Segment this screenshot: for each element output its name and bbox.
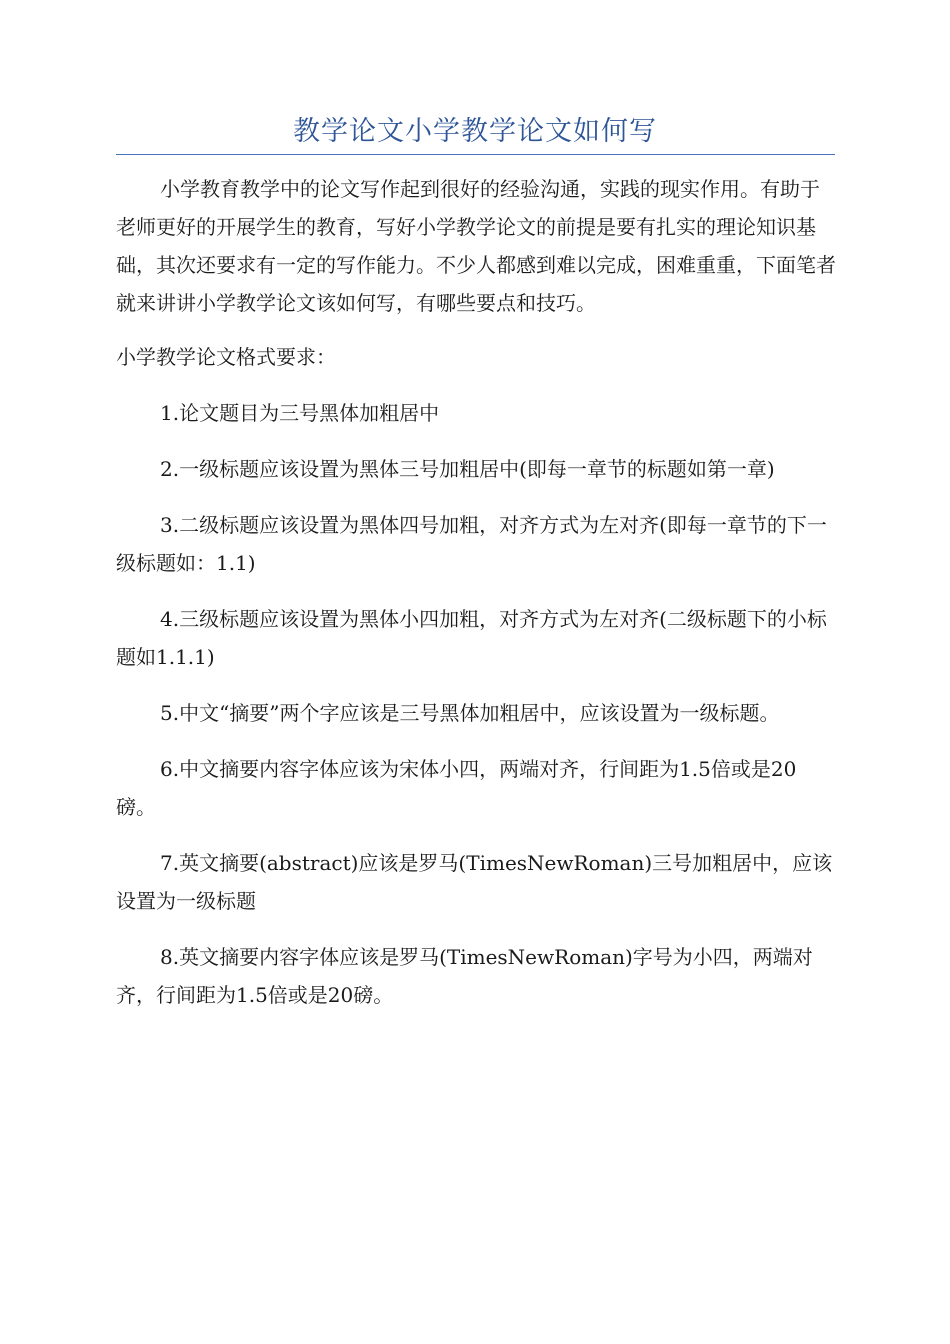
title-underline <box>116 154 835 155</box>
list-item: 4.三级标题应该设置为黑体小四加粗，对齐方式为左对齐(二级标题下的小标题如1.1.1) <box>116 607 827 669</box>
list-item: 2.一级标题应该设置为黑体三号加粗居中(即每一章节的标题如第一章) <box>160 457 775 481</box>
list-item: 5.中文“摘要”两个字应该是三号黑体加粗居中，应该设置为一级标题。 <box>160 701 780 725</box>
list-item: 1.论文题目为三号黑体加粗居中 <box>160 401 440 425</box>
document-title: 教学论文小学教学论文如何写 <box>293 116 657 147</box>
document-body <box>116 170 836 1032</box>
intro-paragraph: 小学教育教学中的论文写作起到很好的经验沟通，实践的现实作用。有助于老师更好的开展学生的教育，写好小学教学论文的前提是要有扎实的理论知识基础，其次还要求有一定的写作能力。不少人都感到难以完成，困难重重，下面笔者就来讲讲小学教学论文该如何写，有哪些要点和技巧。 <box>116 177 836 315</box>
list-item: 3.二级标题应该设置为黑体四号加粗，对齐方式为左对齐(即每一章节的下一级标题如：1.1) <box>116 513 827 575</box>
list-item: 7.英文摘要(abstract)应该是罗马(TimesNewRoman)三号加粗居中，应该设置为一级标题 <box>116 851 833 913</box>
list-item: 8.英文摘要内容字体应该是罗马(TimesNewRoman)字号为小四，两端对齐，行间距为1.5倍或是20磅。 <box>116 945 813 1007</box>
section-heading: 小学教学论文格式要求： <box>116 345 336 369</box>
list-item: 6.中文摘要内容字体应该为宋体小四，两端对齐，行间距为1.5倍或是20磅。 <box>116 757 797 819</box>
